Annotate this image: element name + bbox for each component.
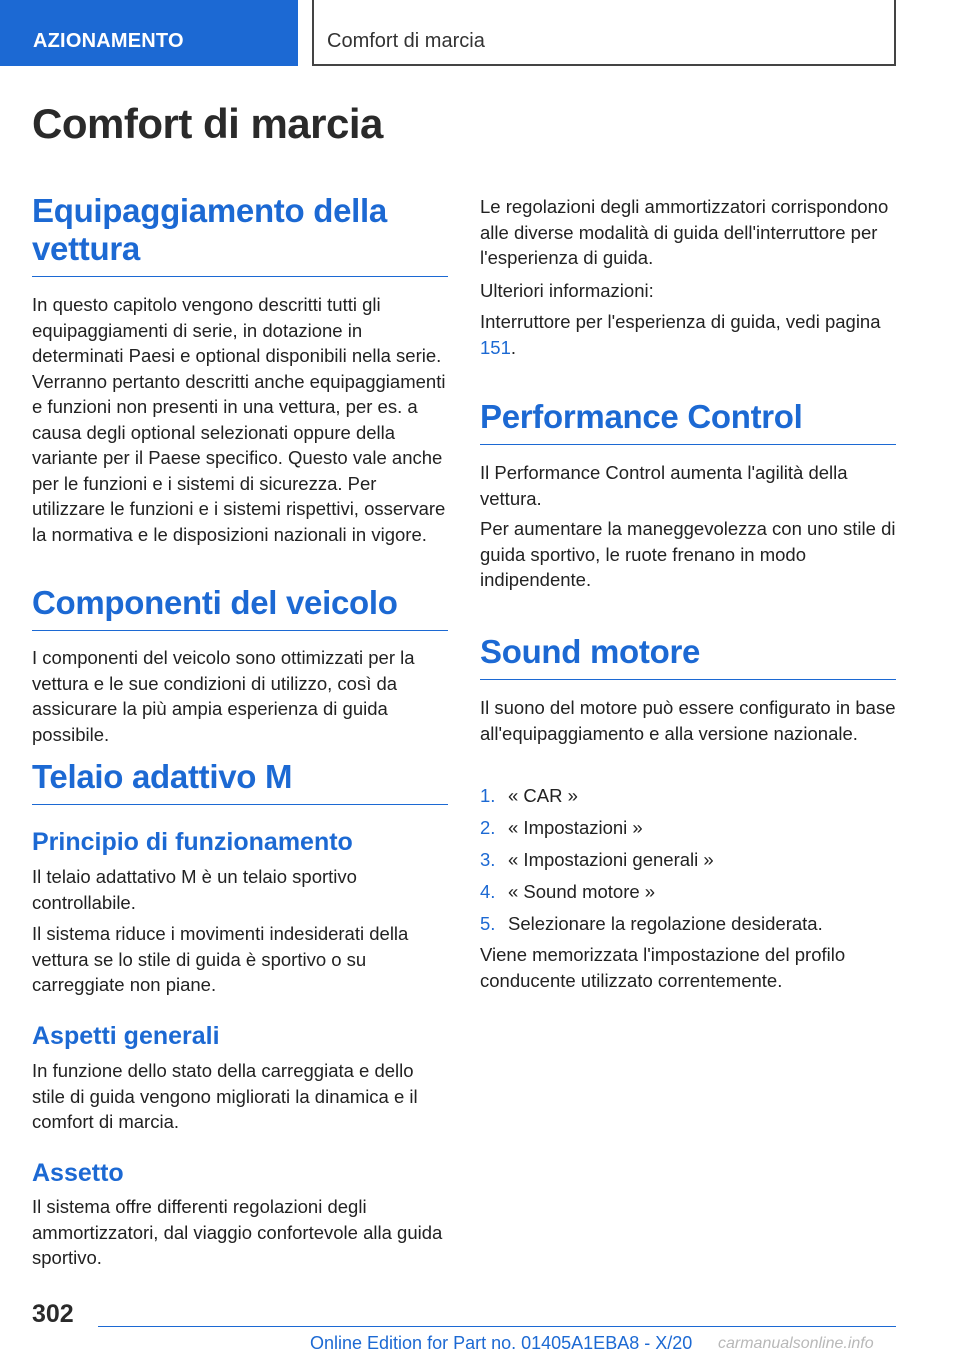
step-text: « CAR » (508, 785, 578, 806)
subsection-title: Comfort di marcia (312, 0, 896, 66)
step-text: « Sound motore » (508, 881, 656, 902)
text-assetto-continued: Le regolazioni degli ammortizzatori corrispondono alle diverse modalità di guida dell'interruttore per l'esperienza di guida. (480, 196, 889, 268)
text-reference (480, 309, 896, 360)
step-number: 4. (480, 881, 496, 902)
step-text: Selezionare la regolazione desiderata. (508, 913, 823, 934)
page-title: Comfort di marcia (32, 100, 383, 147)
heading-performance: Performance Control (480, 398, 896, 445)
heading-telaio: Telaio adattivo M (32, 758, 448, 805)
text-sound-outro: Viene memorizzata l'impostazione del profilo conducente utilizzato correntemente. (480, 944, 846, 991)
text-principio-2: Il sistema riduce i movimenti indesiderati della vettura se lo stile di guida è sportivo o su carreggiate non piane. (32, 923, 409, 995)
text-componenti: I componenti del veicolo sono ottimizzati per la vettura e le sue condizioni di utilizzo, così da assicurare la più ampia esperienza di guida possibile. (32, 647, 415, 745)
footer-edition: Online Edition for Part no. 01405A1EBA8 - X/20 (310, 1333, 693, 1353)
page-header (0, 0, 960, 66)
footer-divider (98, 1326, 896, 1327)
list-item (480, 783, 896, 815)
reference-end: . (510, 336, 517, 358)
heading-equipaggiamento: Equipaggiamento della vettura (32, 192, 448, 277)
list-item (480, 847, 896, 879)
list-item (480, 879, 896, 911)
list-item (480, 911, 896, 943)
step-number: 1. (480, 785, 496, 806)
text-aspetti: In funzione dello stato della carreggiata e dello stile di guida vengono migliorati la dinamica e il comfort di marcia. (32, 1060, 418, 1132)
watermark: carmanualsonline.info (718, 1335, 874, 1352)
heading-componenti: Componenti del veicolo (32, 584, 448, 631)
text-assetto: Il sistema offre differenti regolazioni degli ammortizzatori, dal viaggio confortevole alla guida sportivo. (32, 1196, 443, 1268)
page-number: 302 (32, 1300, 74, 1328)
text-performance-1: Il Performance Control aumenta l'agilità della vettura. (480, 462, 848, 509)
step-number: 3. (480, 849, 496, 870)
heading-sound: Sound motore (480, 633, 896, 680)
step-text: « Impostazioni » (508, 817, 643, 838)
text-sound-intro: Il suono del motore può essere configurato in base all'equipaggiamento e alla versione nazionale. (480, 697, 896, 744)
heading-assetto: Assetto (32, 1159, 124, 1187)
reference-text: Interruttore per l'esperienza di guida, vedi pagina (480, 311, 881, 332)
list-item (480, 815, 896, 847)
sound-steps-list (480, 783, 896, 943)
step-text: « Impostazioni generali » (508, 849, 714, 870)
text-principio-1: Il telaio adattativo M è un telaio sportivo controllabile. (32, 866, 357, 913)
heading-principio: Principio di funzionamento (32, 828, 353, 856)
text-performance-2: Per aumentare la maneggevolezza con uno stile di guida sportivo, le ruote frenano in modo indipendente. (480, 518, 896, 590)
text-equipaggiamento: In questo capitolo vengono descritti tutti gli equipaggiamenti di serie, in dotazione in determinati Paesi e optional disponibili nella serie. Verranno pertanto descritti anche equipaggiamenti e funzioni non presenti in una vettura, per es. a causa degli optional selezionati oppure della variante per il Paese specifico. Questo vale anche per le funzioni e i sistemi di sicurezza. Per utilizzare le funzioni e i sistemi rispettivi, osservare la normativa e le disposizioni nazionali in vigore. (32, 294, 446, 545)
text-ulteriori: Ulteriori informazioni: (480, 280, 654, 301)
heading-aspetti: Aspetti generali (32, 1022, 220, 1050)
section-tab: AZIONAMENTO (0, 0, 298, 66)
step-number: 5. (480, 913, 496, 934)
page-link[interactable]: 151 (480, 336, 511, 358)
step-number: 2. (480, 817, 496, 838)
